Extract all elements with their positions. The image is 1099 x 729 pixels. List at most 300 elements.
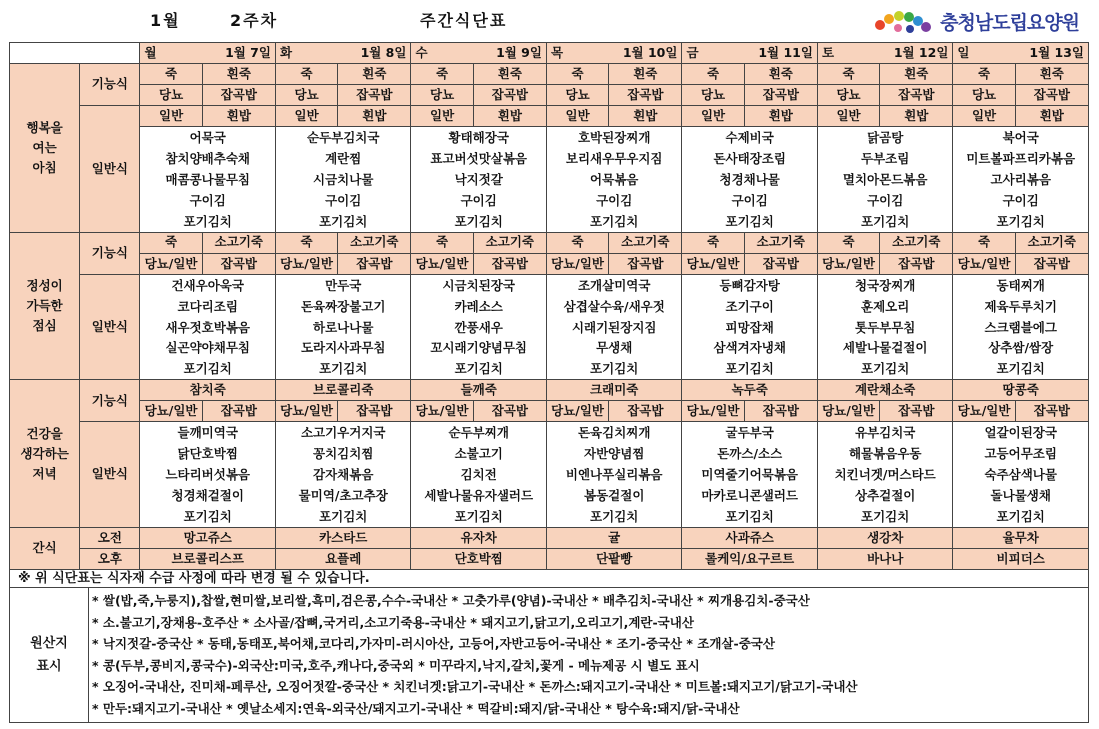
diet-type: 일반: [682, 106, 744, 127]
dish-item: 닭곰탕: [867, 130, 904, 146]
snack-item: 단호박찜: [411, 548, 547, 569]
rice-type: 잡곡밥: [338, 401, 411, 422]
day-header-content: [682, 44, 816, 60]
porridge-name: 녹두죽: [682, 380, 817, 401]
lunch-functional-label: 기능식: [80, 232, 140, 274]
snack-item: 사과쥬스: [682, 527, 817, 548]
diet-type: 당뇨/일반: [275, 253, 337, 274]
day-date: 1월 8일: [360, 44, 407, 60]
porridge-kind: 소고기죽: [473, 232, 546, 253]
snack-pm-row: [10, 548, 1089, 569]
dish-item: 삼겹살수육/새우젓: [563, 298, 665, 314]
lunch-menu-cell: [817, 274, 952, 379]
dish-item: 포기김치: [183, 508, 232, 524]
snack-item: 카스타드: [275, 527, 411, 548]
diet-type: 일반: [546, 106, 608, 127]
dish-list: [818, 275, 952, 379]
dish-item: 봄동겉절이: [584, 487, 645, 503]
breakfast-menu-cell: [546, 127, 681, 232]
lunch-menu-cell: [411, 274, 547, 379]
dish-list: [547, 275, 681, 379]
dish-item: 구이김: [460, 192, 497, 208]
dish-item: 멸치아몬드볶음: [842, 172, 928, 187]
diet-type: 당뇨/일반: [546, 401, 608, 422]
snack-item: 귤: [546, 527, 681, 548]
dish-item: 구이김: [867, 192, 904, 208]
breakfast-porridge-row: [10, 64, 1089, 85]
porridge-kind: 소고기죽: [880, 232, 953, 253]
day-of-week: 수: [415, 44, 428, 60]
dinner-label: [10, 380, 80, 528]
dish-item: 청국장찌개: [854, 277, 916, 293]
porridge-type: 죽: [275, 232, 337, 253]
meal-label-line: 아침: [32, 159, 57, 175]
dish-item: 마카로니콘샐러드: [701, 487, 798, 503]
breakfast-general-label: 일반식: [80, 106, 140, 232]
dish-item: 계란찜: [325, 151, 362, 167]
dish-list: [276, 127, 411, 231]
porridge-name: 브로콜리죽: [275, 380, 411, 401]
diet-type: 당뇨/일반: [817, 253, 879, 274]
dish-item: 포기김치: [996, 508, 1045, 524]
day-header-3: [546, 43, 681, 64]
dish-item: 톳두부무침: [854, 319, 916, 335]
week-label: 2주차: [230, 11, 279, 30]
dish-item: 북어국: [1002, 130, 1039, 146]
dinner-general-label: 일반식: [80, 422, 140, 527]
brand-logo: [872, 6, 1079, 36]
porridge-kind: 흰죽: [338, 64, 411, 85]
rice-type: 잡곡밥: [473, 85, 546, 106]
dish-item: 미트볼파프리카볶음: [966, 151, 1076, 167]
origin-section: [9, 588, 1089, 723]
snack-item: 생강차: [817, 527, 952, 548]
dish-item: 등뼈감자탕: [719, 277, 780, 293]
snack-item: 망고쥬스: [140, 527, 276, 548]
diet-type: 일반: [953, 106, 1015, 127]
dish-item: 꼬시래기양념무침: [430, 340, 528, 356]
day-header-2: [411, 43, 547, 64]
dish-list: [140, 127, 275, 231]
rice-type: 흰밥: [609, 106, 682, 127]
meal-label-line: 생각하는: [20, 445, 69, 461]
dish-list: [682, 127, 816, 231]
dish-item: 포기김치: [861, 361, 910, 377]
rice-type: 흰밥: [202, 106, 275, 127]
dish-item: 세발나물유자샐러드: [424, 487, 534, 503]
origin-title: [10, 588, 89, 722]
dish-item: 들깨미역국: [177, 425, 238, 441]
dish-item: 포기김치: [996, 213, 1045, 229]
dish-item: 깐풍새우: [454, 319, 503, 335]
meal-label-line: 행복을: [26, 119, 63, 135]
porridge-type: 죽: [682, 64, 744, 85]
day-date: 1월 11일: [758, 44, 813, 60]
rice-type: 잡곡밥: [202, 253, 275, 274]
diet-type: 당뇨: [682, 85, 744, 106]
dish-item: 하로나나물: [313, 319, 374, 335]
dish-item: 낙지젓갈: [454, 172, 503, 187]
breakfast-menu-cell: [682, 127, 817, 232]
rice-type: 잡곡밥: [609, 253, 682, 274]
porridge-kind: 흰죽: [880, 64, 953, 85]
dish-item: 시금치나물: [313, 172, 374, 187]
origin-line: * 만두:돼지고기-국내산 * 옛날소세지:연육-외국산/돼지고기-국내산 * 떡갈비:돼지/닭-국내산 * 탕수육:돼지/닭-국내산: [92, 700, 740, 716]
snack-am-row: [10, 527, 1089, 548]
origin-title-line: 표시: [36, 659, 62, 674]
porridge-type: 죽: [546, 64, 608, 85]
dinner-menu-cell: [817, 422, 952, 527]
dish-item: 해물볶음우동: [848, 446, 922, 462]
dish-item: 비엔나푸실리볶음: [565, 467, 663, 483]
dish-item: 포기김치: [183, 213, 232, 229]
snack-time-label: 오전: [80, 527, 140, 548]
dish-item: 시래기된장지짐: [571, 319, 657, 335]
snack-label: 간식: [10, 527, 80, 569]
day-header-content: [411, 44, 546, 60]
corner-cell: [10, 43, 140, 64]
dish-item: 동태찌개: [996, 277, 1045, 293]
header: [0, 0, 1099, 42]
diet-type: 당뇨/일반: [682, 253, 744, 274]
breakfast-label: [10, 64, 80, 233]
dinner-menu-cell: [546, 422, 681, 527]
dish-item: 만두국: [325, 277, 362, 293]
porridge-type: 죽: [682, 232, 744, 253]
diet-type: 일반: [140, 106, 202, 127]
dish-item: 돌나물생채: [990, 487, 1051, 503]
diet-type: 당뇨/일반: [140, 401, 202, 422]
dinner-menu-cell: [411, 422, 547, 527]
porridge-name: 참치죽: [140, 380, 276, 401]
porridge-kind: 소고기죽: [609, 232, 682, 253]
dish-list: [411, 127, 546, 231]
porridge-type: 죽: [546, 232, 608, 253]
dish-item: 꽁치김치찜: [313, 446, 374, 462]
dish-item: 포기김치: [590, 508, 639, 524]
dish-item: 참치양배추숙채: [165, 151, 250, 167]
diet-type: 당뇨: [953, 85, 1015, 106]
origin-line: * 오징어-국내산, 진미채-페루산, 오징어젓깔-중국산 * 치킨너겟:닭고기-국내산 * 돈까스:돼지고기-국내산 * 미트볼:돼지고기/닭고기-국내산: [92, 679, 858, 694]
diet-type: 당뇨/일반: [411, 401, 473, 422]
rice-type: 잡곡밥: [202, 85, 275, 106]
rice-type: 흰밥: [473, 106, 546, 127]
dish-item: 두부조림: [861, 151, 910, 167]
breakfast-diabetic-row: [10, 85, 1089, 106]
dish-item: 닭단호박찜: [177, 446, 238, 462]
dinner-menu-cell: [275, 422, 411, 527]
dish-item: 김치전: [460, 467, 497, 483]
rice-type: 잡곡밥: [1015, 253, 1088, 274]
meal-label-stack: [10, 118, 79, 178]
dish-list: [682, 422, 816, 526]
lunch-label: [10, 232, 80, 380]
dish-list: [276, 275, 411, 379]
porridge-name: 계란채소죽: [817, 380, 952, 401]
rice-type: 흰밥: [1015, 106, 1088, 127]
dish-item: 고사리볶음: [990, 172, 1051, 187]
day-date: 1월 13일: [1029, 44, 1084, 60]
dinner-porridge-row: [10, 380, 1089, 401]
diet-type: 일반: [275, 106, 337, 127]
rice-type: 흰밥: [880, 106, 953, 127]
dish-item: 고등어무조림: [984, 446, 1057, 462]
dish-item: 물미역/초고추장: [298, 487, 388, 503]
porridge-type: 죽: [275, 64, 337, 85]
dish-item: 얼갈이된장국: [984, 425, 1057, 441]
dish-item: 순두부찌개: [448, 425, 509, 441]
day-of-week: 토: [821, 44, 835, 60]
day-header-5: [817, 43, 952, 64]
dish-list: [140, 275, 275, 379]
snack-item: 율무차: [953, 527, 1089, 548]
month-label: 1월: [150, 11, 181, 30]
diet-type: 당뇨/일반: [953, 401, 1015, 422]
meal-label-line: 저녁: [32, 465, 57, 481]
dish-item: 제육두루치기: [984, 298, 1057, 314]
meal-label-line: 정성이: [26, 277, 63, 293]
breakfast-menu-cell: [817, 127, 952, 232]
dish-item: 포기김치: [725, 508, 774, 524]
dish-item: 무생채: [596, 340, 633, 356]
diet-type: 당뇨/일반: [817, 401, 879, 422]
porridge-kind: 소고기죽: [202, 232, 275, 253]
rice-type: 흰밥: [338, 106, 411, 127]
lunch-diabetic-row: [10, 253, 1089, 274]
dish-item: 수제비국: [725, 130, 774, 146]
dish-item: 포기김치: [319, 508, 368, 524]
snack-item: 단팥빵: [546, 548, 681, 569]
porridge-type: 죽: [953, 232, 1015, 253]
rice-type: 잡곡밥: [744, 401, 817, 422]
dish-item: 시금치된장국: [442, 277, 515, 293]
rice-type: 잡곡밥: [473, 401, 546, 422]
dish-item: 어묵볶음: [590, 172, 639, 187]
dish-item: 청경채겉절이: [171, 487, 244, 503]
porridge-kind: 흰죽: [744, 64, 817, 85]
dish-list: [682, 275, 816, 379]
dish-item: 치킨너겟/머스타드: [834, 467, 936, 483]
rice-type: 잡곡밥: [609, 85, 682, 106]
day-of-week: 목: [550, 44, 564, 60]
weekly-menu-table: [9, 42, 1089, 570]
dish-item: 포기김치: [996, 361, 1045, 377]
day-header-content: [547, 44, 681, 60]
dish-item: 실곤약야채무침: [165, 340, 250, 356]
dish-item: 포기김치: [725, 213, 774, 229]
porridge-type: 죽: [817, 232, 879, 253]
breakfast-functional-label: 기능식: [80, 64, 140, 106]
diet-type: 당뇨: [546, 85, 608, 106]
dish-item: 포기김치: [590, 213, 639, 229]
rice-type: 잡곡밥: [202, 401, 275, 422]
diet-type: 당뇨/일반: [546, 253, 608, 274]
dish-item: 상추겉절이: [854, 487, 916, 503]
rice-type: 잡곡밥: [744, 253, 817, 274]
rice-type: 흰밥: [744, 106, 817, 127]
day-header-4: [682, 43, 817, 64]
rice-type: 잡곡밥: [880, 253, 953, 274]
dish-list: [818, 127, 952, 231]
day-date: 1월 10일: [622, 44, 678, 60]
dish-item: 감자채볶음: [313, 467, 374, 483]
dish-item: 돈사태장조림: [713, 151, 786, 167]
dish-item: 상추쌈/쌈장: [988, 340, 1054, 356]
dinner-menu-row: [10, 422, 1089, 527]
dish-item: 구이김: [189, 192, 226, 208]
dish-item: 구이김: [596, 192, 633, 208]
dish-item: 소불고기: [454, 446, 503, 462]
snack-item: 요플레: [275, 548, 411, 569]
porridge-kind: 흰죽: [1015, 64, 1088, 85]
dish-item: 포기김치: [725, 361, 774, 377]
day-of-week: 금: [686, 44, 699, 60]
diet-type: 당뇨: [411, 85, 473, 106]
dish-list: [953, 275, 1088, 379]
dish-item: 도라지사과무침: [300, 340, 386, 356]
day-date: 1월 7일: [225, 44, 271, 60]
day-header-content: [276, 44, 411, 60]
rice-type: 잡곡밥: [1015, 401, 1088, 422]
dish-item: 건새우아욱국: [171, 277, 244, 293]
brand-name: 충청남도립요양원: [940, 11, 1079, 34]
porridge-kind: 소고기죽: [338, 232, 411, 253]
dish-item: 황태해장국: [448, 130, 509, 146]
rice-type: 잡곡밥: [473, 253, 546, 274]
dish-item: 피망잡채: [725, 319, 774, 335]
meal-label-line: 가득한: [26, 297, 63, 313]
snack-time-label: 오후: [80, 548, 140, 569]
day-header-1: [275, 43, 411, 64]
dish-list: [953, 127, 1088, 231]
dish-item: 구이김: [1002, 192, 1039, 208]
dish-list: [411, 422, 546, 526]
dish-item: 매콤콩나물무침: [165, 172, 250, 187]
dish-item: 포기김치: [590, 361, 639, 377]
day-header-6: [953, 43, 1089, 64]
dish-item: 보리새우무우지짐: [565, 151, 663, 167]
diet-type: 당뇨: [140, 85, 202, 106]
day-of-week: 화: [279, 44, 293, 60]
diet-type: 당뇨/일반: [682, 401, 744, 422]
porridge-type: 죽: [411, 64, 473, 85]
porridge-type: 죽: [140, 232, 202, 253]
origin-line: * 콩(두부,콩비지,콩국수)-외국산:미국,호주,캐나다,중국외 * 미꾸라지,낙지,갈치,꽃게 - 메뉴제공 시 별도 표시: [92, 657, 700, 673]
meal-label-line: 여는: [32, 139, 57, 155]
dish-item: 돈까스/소스: [717, 446, 783, 462]
origin-line: * 소.불고기,장채용-호주산 * 소사골/잡뼈,국거리,소고기죽용-국내산 * 돼지고기,닭고기,오리고기,계란-국내산: [92, 614, 694, 630]
lunch-general-label: 일반식: [80, 274, 140, 379]
porridge-name: 땅콩죽: [953, 380, 1089, 401]
lunch-menu-cell: [546, 274, 681, 379]
dish-item: 조기구이: [725, 298, 774, 314]
flower-logo-icon: [872, 7, 934, 35]
snack-item: 롤케익/요구르트: [682, 548, 817, 569]
meal-label-line: 점심: [32, 317, 57, 333]
dish-item: 순두부김치국: [306, 130, 380, 146]
porridge-kind: 흰죽: [473, 64, 546, 85]
page-title: 주간식단표: [420, 11, 508, 30]
dish-item: 표고버섯맛살볶음: [430, 151, 528, 167]
diet-type: 당뇨/일반: [140, 253, 202, 274]
dish-item: 포기김치: [183, 361, 232, 377]
lunch-menu-row: [10, 274, 1089, 379]
porridge-type: 죽: [817, 64, 879, 85]
rice-type: 잡곡밥: [1015, 85, 1088, 106]
breakfast-menu-cell: [411, 127, 547, 232]
dish-list: [140, 422, 275, 526]
dinner-menu-cell: [682, 422, 817, 527]
porridge-type: 죽: [140, 64, 202, 85]
origin-title-line: 원산지: [30, 635, 68, 651]
lunch-menu-cell: [682, 274, 817, 379]
day-header-content: [818, 44, 952, 60]
rice-type: 잡곡밥: [744, 85, 817, 106]
dish-item: 자반양념찜: [584, 446, 645, 462]
porridge-kind: 소고기죽: [744, 232, 817, 253]
diet-type: 일반: [411, 106, 473, 127]
dish-item: 카레소스: [454, 298, 503, 314]
dish-item: 돈육김치찌개: [577, 425, 651, 441]
dish-item: 어묵국: [189, 130, 226, 146]
dish-list: [547, 127, 681, 231]
dish-item: 코다리조림: [177, 298, 238, 314]
day-of-week: 월: [144, 44, 157, 60]
lunch-menu-cell: [953, 274, 1089, 379]
diet-type: 일반: [817, 106, 879, 127]
porridge-type: 죽: [411, 232, 473, 253]
porridge-name: 크래미죽: [546, 380, 681, 401]
dinner-functional-label: 기능식: [80, 380, 140, 422]
dish-item: 조개살미역국: [577, 277, 651, 293]
day-date: 1월 9일: [496, 44, 542, 60]
meal-label-stack: [10, 424, 79, 484]
dish-item: 미역줄기어묵볶음: [701, 467, 798, 483]
dish-list: [547, 422, 681, 526]
diet-type: 당뇨/일반: [411, 253, 473, 274]
title-bar: [150, 8, 750, 32]
dish-item: 소고기우거지국: [300, 425, 386, 441]
breakfast-general-head-row: [10, 106, 1089, 127]
meal-label-line: 건강을: [26, 425, 63, 441]
dish-item: 호박된장찌개: [577, 130, 651, 146]
snack-item: 유자차: [411, 527, 547, 548]
dinner-diabetic-row: [10, 401, 1089, 422]
porridge-name: 들깨죽: [411, 380, 547, 401]
snack-item: 비피더스: [953, 548, 1089, 569]
dish-item: 포기김치: [454, 508, 503, 524]
dish-item: 세발나물겉절이: [842, 340, 928, 356]
table-body: [10, 43, 1089, 570]
dish-list: [276, 422, 411, 526]
porridge-kind: 흰죽: [202, 64, 275, 85]
dish-item: 포기김치: [319, 361, 368, 377]
dinner-menu-cell: [953, 422, 1089, 527]
dish-list: [953, 422, 1088, 526]
dish-item: 구이김: [325, 192, 362, 208]
origin-line: * 낙지젓갈-중국산 * 동태,동태포,북어채,코다리,가자미-러시아산, 고등어,자반고등어-국내산 * 조기-중국산 * 조개살-중국산: [92, 636, 775, 651]
porridge-kind: 흰죽: [609, 64, 682, 85]
dish-item: 느타리버섯볶음: [165, 467, 250, 483]
dish-item: 유부김치국: [854, 425, 916, 441]
breakfast-menu-row: [10, 127, 1089, 232]
notice-text: ※ 위 식단표는 식자재 수급 사정에 따라 변경 될 수 있습니다.: [9, 570, 1089, 588]
dish-list: [411, 275, 546, 379]
dish-item: 청경채나물: [719, 172, 780, 187]
rice-type: 잡곡밥: [880, 401, 953, 422]
dish-item: 스크램블에그: [984, 319, 1057, 335]
rice-type: 잡곡밥: [338, 253, 411, 274]
